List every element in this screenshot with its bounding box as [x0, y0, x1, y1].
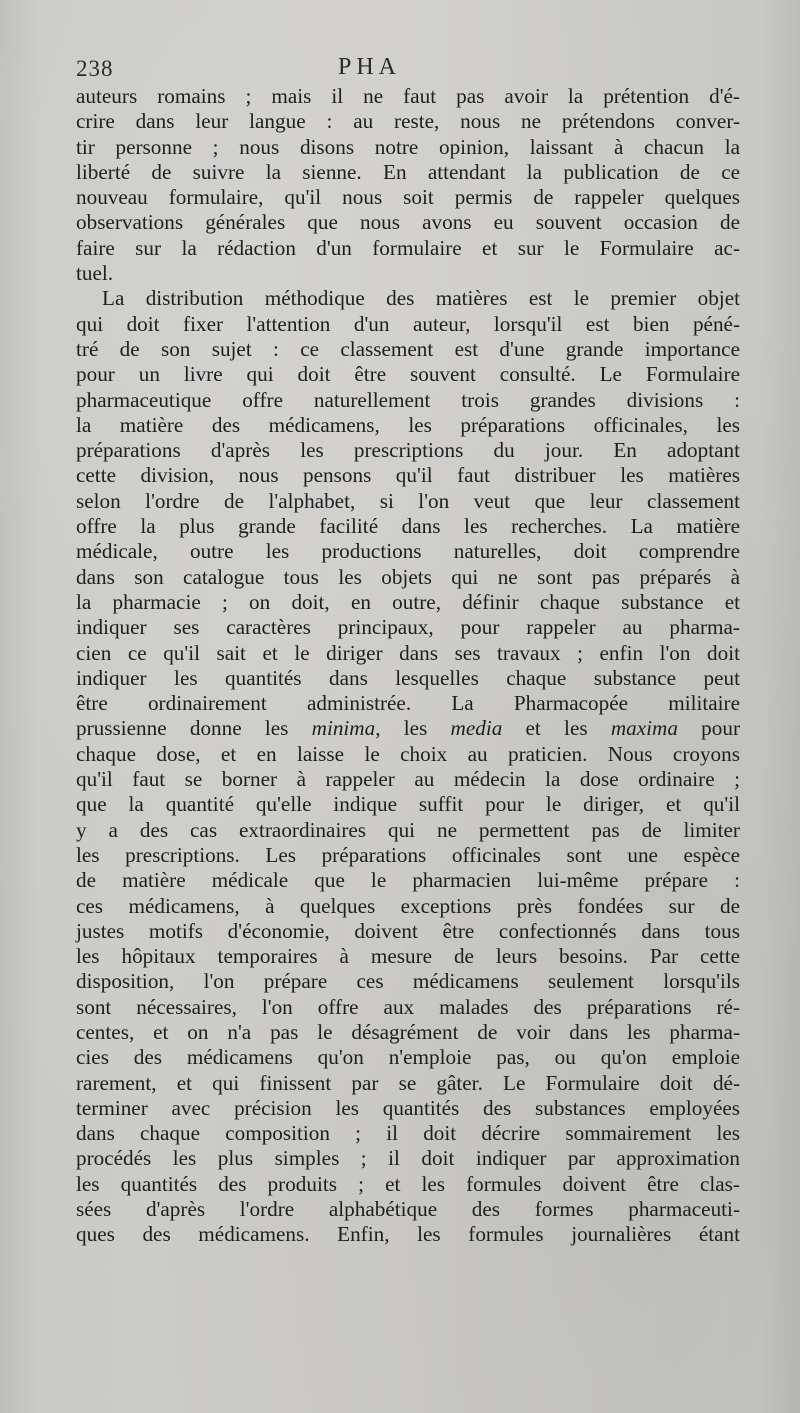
text-line: y a des cas extraordinaires qui ne permettent pas de limiter [76, 817, 740, 842]
text-line: indiquer les quantités dans lesquelles chaque substance peut [76, 665, 740, 690]
page-number: 238 [76, 56, 114, 81]
text-line: être ordinairement administrée. La Pharmacopée militaire [76, 691, 740, 716]
text-line: sont nécessaires, l'on offre aux malades des préparations ré- [76, 994, 740, 1019]
text-line: que la quantité qu'elle indique suffit pour le diriger, et qu'il [76, 792, 740, 817]
paragraph-1 [76, 84, 740, 286]
text-line: indiquer ses caractères principaux, pour rappeler au pharma- [76, 615, 740, 640]
text-line: la pharmacie ; on doit, en outre, définir chaque substance et [76, 589, 740, 614]
text-line: disposition, l'on prépare ces médicamens seulement lorsqu'ils [76, 969, 740, 994]
text-line: les prescriptions. Les préparations officinales sont une espèce [76, 842, 740, 867]
text-line: terminer avec précision les quantités des substances employées [76, 1095, 740, 1120]
text-line: offre la plus grande facilité dans les recherches. La matière [76, 514, 740, 539]
text-line: observations générales que nous avons eu souvent occasion de [76, 210, 740, 235]
text-line: cies des médicamens qu'on n'emploie pas, ou qu'on emploie [76, 1045, 740, 1070]
paragraph-2 [76, 286, 740, 1247]
text-line: chaque dose, et en laisse le choix au praticien. Nous croyons [76, 741, 740, 766]
running-head: PHA [338, 54, 402, 80]
text-line: faire sur la rédaction d'un formulaire et sur le Formulaire ac- [76, 235, 740, 260]
text-line: ces médicamens, à quelques exceptions près fondées sur de [76, 893, 740, 918]
italic-term: maxima [610, 716, 678, 741]
text-line: liberté de suivre la sienne. En attendant la publication de ce [76, 159, 740, 184]
text-line: dans chaque composition ; il doit décrire sommairement les [76, 1121, 740, 1146]
text-line: nouveau formulaire, qu'il nous soit permis de rappeler quelques [76, 185, 740, 210]
text-line: crire dans leur langue : au reste, nous ne prétendons conver- [76, 109, 740, 134]
text-line: rarement, et qui finissent par se gâter. Le Formulaire doit dé- [76, 1070, 740, 1095]
text-line: auteurs romains ; mais il ne faut pas avoir la prétention d'é- [76, 84, 740, 108]
text-line: de matière médicale que le pharmacien lui-même prépare : [76, 868, 740, 893]
text-line: la matière des médicamens, les préparations officinales, les [76, 412, 740, 437]
body-text [76, 84, 740, 1248]
italic-term: minima [311, 716, 376, 741]
text-line: centes, et on n'a pas le désagrément de voir dans les pharma- [76, 1019, 740, 1044]
text-line: tuel. [76, 261, 114, 286]
text-line: les hôpitaux temporaires à mesure de leurs besoins. Par cette [76, 944, 740, 969]
italic-term: media [450, 716, 503, 741]
text-line: médicale, outre les productions naturelles, doit comprendre [76, 539, 740, 564]
text-line: cien ce qu'il sait et le diriger dans ses travaux ; enfin l'on doit [76, 640, 740, 665]
text-line: procédés les plus simples ; il doit indiquer par approximation [76, 1146, 740, 1171]
text-line: justes motifs d'économie, doivent être confectionnés dans tous [76, 918, 740, 943]
text-line: prussienne donne les minima, les media et les maxima pour [76, 716, 740, 741]
text-line: les quantités des produits ; et les formules doivent être clas- [76, 1171, 740, 1196]
text-line: ques des médicamens. Enfin, les formules journalières étant [76, 1222, 740, 1247]
text-line: préparations d'après les prescriptions du jour. En adoptant [76, 438, 740, 463]
text-line: sées d'après l'ordre alphabétique des formes pharmaceuti- [76, 1197, 740, 1222]
text-line: selon l'ordre de l'alphabet, si l'on veut que leur classement [76, 488, 740, 513]
text-line: dans son catalogue tous les objets qui ne sont pas préparés à [76, 564, 740, 589]
text-line: pour un livre qui doit être souvent consulté. Le Formulaire [76, 362, 740, 387]
text-line: qu'il faut se borner à rappeler au médecin la dose ordinaire ; [76, 767, 740, 792]
text-line: La distribution méthodique des matières est le premier objet [102, 286, 740, 311]
text-line: cette division, nous pensons qu'il faut distribuer les matières [76, 463, 740, 488]
text-line: tré de son sujet : ce classement est d'une grande importance [76, 336, 740, 361]
text-line: qui doit fixer l'attention d'un auteur, lorsqu'il est bien péné- [76, 311, 740, 336]
text-line: tir personne ; nous disons notre opinion, laissant à chacun la [76, 134, 740, 159]
page-header [76, 50, 740, 84]
text-line: pharmaceutique offre naturellement trois grandes divisions : [76, 387, 740, 412]
